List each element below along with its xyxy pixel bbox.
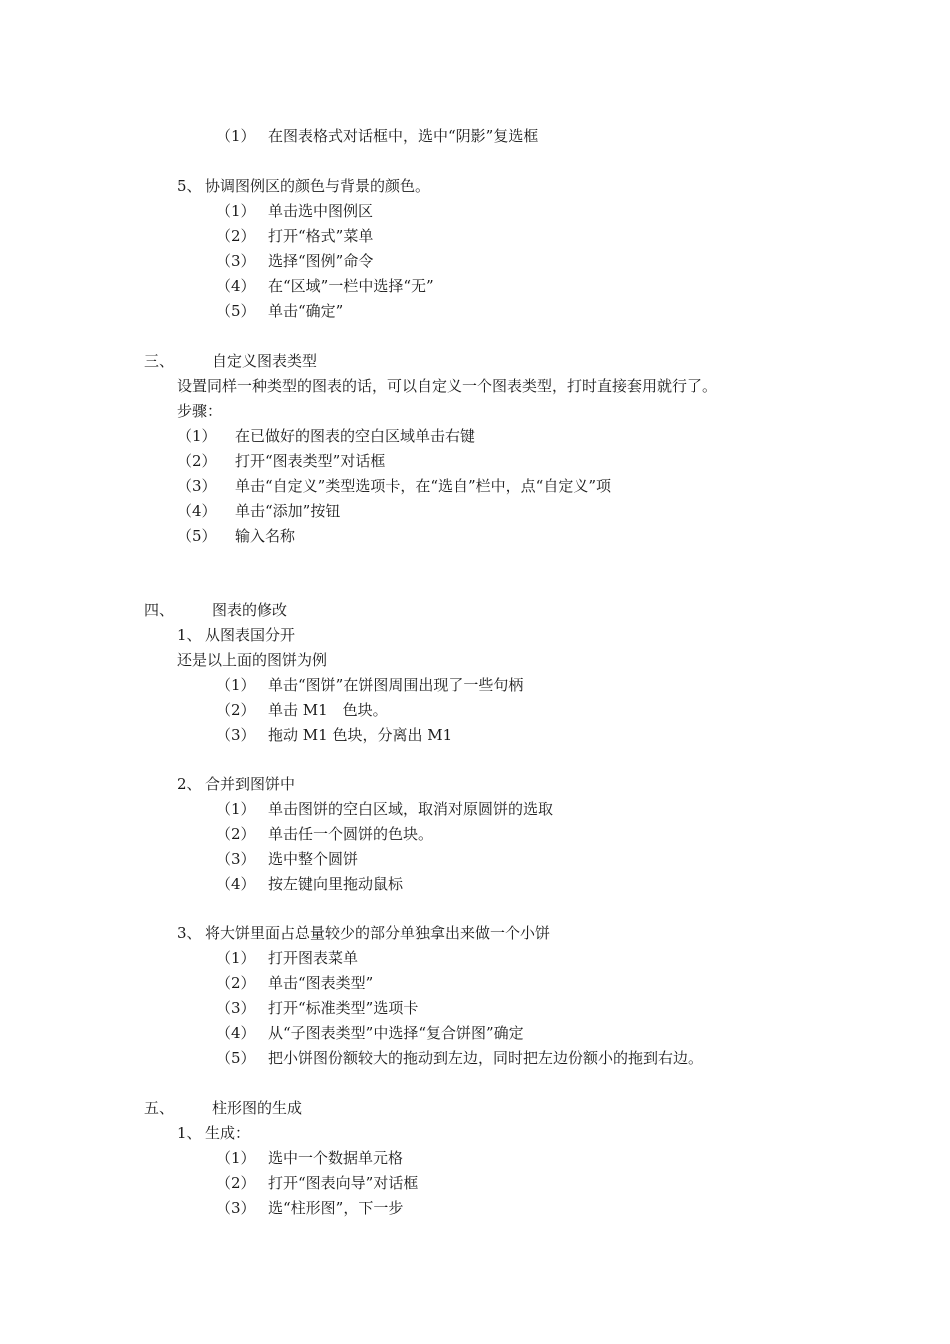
item-text: 自定义图表类型 (212, 352, 318, 370)
item-number: （3） (216, 999, 256, 1017)
list-item (216, 126, 538, 146)
paragraph (177, 401, 222, 421)
item-text: 按左键向里拖动鼠标 (268, 875, 404, 893)
item-number: （1） (177, 427, 217, 445)
item-number: （2） (216, 974, 256, 992)
section-heading (177, 923, 550, 943)
item-number: （5） (216, 302, 256, 320)
item-text: 协调图例区的颜色与背景的颜色。 (205, 177, 431, 195)
section-heading (177, 1123, 250, 1143)
item-text: 将大饼里面占总量较少的部分单独拿出来做一个小饼 (205, 924, 551, 942)
item-number: （3） (216, 850, 256, 868)
item-number: 2、 (177, 775, 202, 793)
item-number: （2） (216, 701, 256, 719)
item-text: 选中一个数据单元格 (268, 1149, 404, 1167)
item-text: 步骤： (177, 402, 223, 420)
item-text: 在图表格式对话框中，选中“阴影”复选框 (268, 127, 539, 145)
item-number: （3） (216, 1199, 256, 1217)
list-item (216, 1173, 418, 1193)
item-text: 单击任一个圆饼的色块。 (268, 825, 434, 843)
list-item (216, 849, 358, 869)
item-number: 1、 (177, 1124, 202, 1142)
item-number: 1、 (177, 626, 202, 644)
paragraph (177, 650, 327, 670)
list-item (216, 973, 373, 993)
list-item (177, 526, 295, 546)
item-text: 从“子图表类型”中选择“复合饼图”确定 (268, 1024, 524, 1042)
item-number: （5） (216, 1049, 256, 1067)
list-item (216, 998, 418, 1018)
list-item (216, 700, 388, 720)
item-number: （1） (216, 800, 256, 818)
list-item (216, 675, 523, 695)
list-item (216, 824, 433, 844)
item-text: 打开“标准类型”选项卡 (268, 999, 419, 1017)
list-item (216, 948, 358, 968)
item-number: （1） (216, 1149, 256, 1167)
list-item (216, 799, 553, 819)
item-text: 单击选中图例区 (268, 202, 374, 220)
paragraph (177, 376, 717, 396)
item-text: 柱形图的生成 (212, 1099, 303, 1117)
item-text: 拖动 M1 色块，分离出 M1 (268, 726, 453, 744)
section-heading (177, 625, 295, 645)
item-number: （4） (216, 277, 256, 295)
item-number: （1） (216, 202, 256, 220)
list-item (216, 1148, 403, 1168)
list-item (216, 276, 434, 296)
item-text: 选“柱形图”，下一步 (268, 1199, 404, 1217)
chapter-heading (144, 600, 287, 620)
item-text: 打开“格式”菜单 (268, 227, 374, 245)
list-item (216, 874, 403, 894)
item-number: （2） (177, 452, 217, 470)
list-item (216, 226, 373, 246)
item-number: （5） (177, 527, 217, 545)
item-number: （4） (216, 875, 256, 893)
item-text: 选中整个圆饼 (268, 850, 359, 868)
item-number: 五、 (144, 1099, 175, 1117)
item-text: 设置同样一种类型的图表的话，可以自定义一个图表类型，打时直接套用就行了。 (177, 377, 718, 395)
list-item (216, 201, 373, 221)
item-number: （2） (216, 825, 256, 843)
section-heading (177, 774, 295, 794)
item-text: 单击“图表类型” (268, 974, 374, 992)
item-number: 四、 (144, 601, 175, 619)
item-number: （3） (216, 252, 256, 270)
list-item (177, 451, 385, 471)
item-number: 三、 (144, 352, 175, 370)
chapter-heading (144, 1098, 302, 1118)
item-text: 单击“添加”按钮 (235, 502, 341, 520)
list-item (216, 301, 343, 321)
list-item (216, 1023, 524, 1043)
item-number: （1） (216, 127, 256, 145)
list-item (216, 1198, 403, 1218)
item-text: 单击“图饼”在饼图周围出现了一些句柄 (268, 676, 524, 694)
item-number: （1） (216, 676, 256, 694)
item-number: （2） (216, 227, 256, 245)
item-number: （3） (177, 477, 217, 495)
item-text: 还是以上面的图饼为例 (177, 651, 328, 669)
item-number: （3） (216, 726, 256, 744)
list-item (177, 476, 611, 496)
list-item (216, 251, 373, 271)
item-text: 把小饼图份额较大的拖动到左边，同时把左边份额小的拖到右边。 (268, 1049, 704, 1067)
item-number: （4） (216, 1024, 256, 1042)
item-text: 打开图表菜单 (268, 949, 359, 967)
item-text: 在已做好的图表的空白区域单击右键 (235, 427, 476, 445)
item-text: 从图表国分开 (205, 626, 296, 644)
item-text: 打开“图表类型”对话框 (235, 452, 386, 470)
section-heading (177, 176, 430, 196)
list-item (216, 1048, 703, 1068)
item-text: 图表的修改 (212, 601, 288, 619)
item-text: 单击图饼的空白区域，取消对原圆饼的选取 (268, 800, 554, 818)
item-number: 3、 (177, 924, 202, 942)
item-text: 单击“确定” (268, 302, 344, 320)
item-number: （2） (216, 1174, 256, 1192)
item-text: 打开“图表向导”对话框 (268, 1174, 419, 1192)
item-text: 生成： (205, 1124, 251, 1142)
chapter-heading (144, 351, 317, 371)
item-text: 在“区域”一栏中选择“无” (268, 277, 434, 295)
item-text: 单击“自定义”类型选项卡，在“选自”栏中，点“自定义”项 (235, 477, 612, 495)
item-number: 5、 (177, 177, 202, 195)
item-text: 单击 M1 色块。 (268, 701, 388, 719)
list-item (177, 501, 340, 521)
item-text: 选择“图例”命令 (268, 252, 374, 270)
list-item (216, 725, 452, 745)
item-text: 输入名称 (235, 527, 296, 545)
item-number: （4） (177, 502, 217, 520)
item-number: （1） (216, 949, 256, 967)
item-text: 合并到图饼中 (205, 775, 296, 793)
list-item (177, 426, 475, 446)
